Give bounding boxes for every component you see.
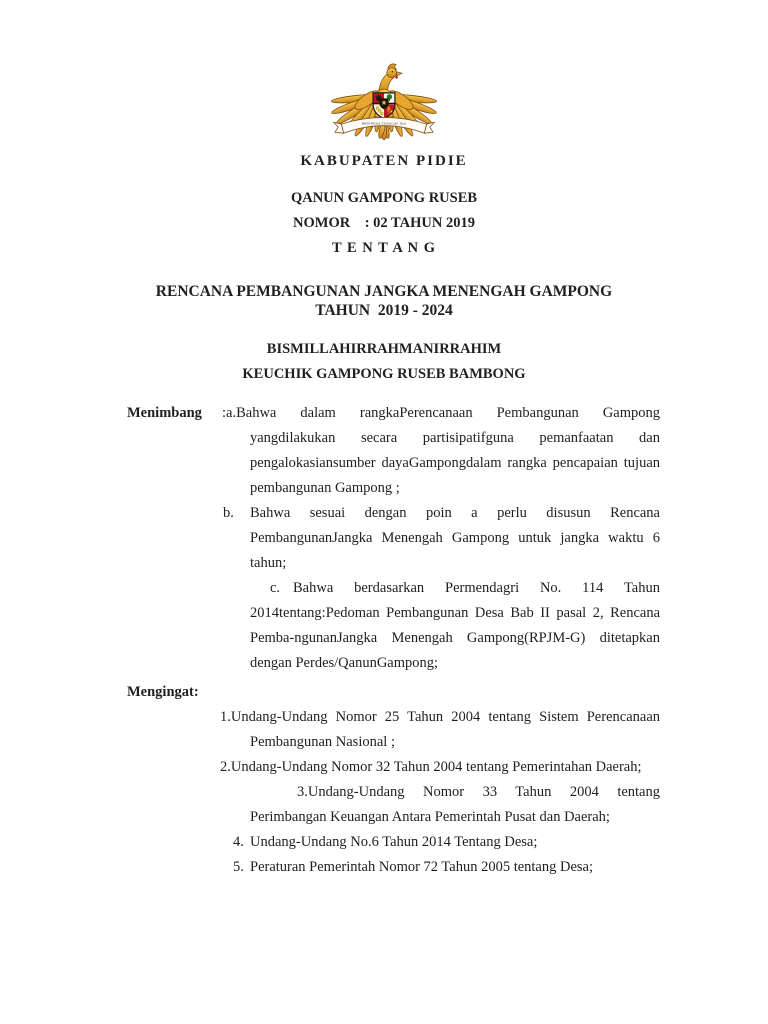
menimbang-item-b [223,501,660,576]
item-prefix: 1. [220,709,231,725]
mengingat-item-4 [233,830,660,855]
doc-head [0,186,768,261]
item-text: Undang-Undang Nomor 33 Tahun 2004 tentang Perimbangan Keuangan Antara Pemerintah Pusat dan Daerah; [250,784,660,825]
item-text: Undang-Undang No.6 Tahun 2014 Tentang Desa; [250,834,538,850]
item-text: Bahwa berdasarkan Permendagri No. 114 Tahun 2014tentang:Pedoman Pembangunan Desa Bab II pasal 2, Rencana Pemba-ngunanJangka Menengah Gampong(RPJM-G) ditetapkan dengan Perdes/QanunGampong; [250,580,660,671]
mengingat-item-5 [233,855,660,880]
mengingat-item-3 [250,780,660,830]
item-text: Undang-Undang Nomor 25 Tahun 2004 tentang Sistem Perencanaan Pembangunan Nasional ; [230,709,660,750]
item-text: Undang-Undang Nomor 32 Tahun 2004 tentang Pemerintahan Daerah; [230,759,642,775]
subject-title [0,282,768,320]
item-prefix: c. [270,580,281,596]
menimbang-label: Menimbang [127,405,202,421]
item-prefix: 2. [220,759,231,775]
document-body [127,401,660,880]
subject-line-1: RENCANA PEMBANGUNAN JANGKA MENENGAH GAMPONG [155,283,613,300]
mengingat-label: Mengingat: [127,684,199,700]
invocation-block [0,337,768,387]
menimbang-item-a [222,401,660,501]
item-text: Peraturan Pemerintah Nomor 72 Tahun 2005 tentang Desa; [250,859,594,875]
subject-line-2: TAHUN 2019 - 2024 [315,302,453,319]
menimbang-item-c [250,576,660,676]
item-prefix: 3. [297,784,308,800]
item-text: Bahwa dalam rangkaPerencanaan Pembangunan Gampong yangdilakukan secara partisipatifguna pemanfaatan dan pengalokasiansumber dayaGampongdalam rangka pencapaian tujuan pembangunan Gampong ; [236,405,660,496]
bismillah-line: BISMILLAHIRRAHMANIRRAHIM [266,341,502,357]
menimbang-section [127,401,660,676]
mengingat-item-2 [220,755,660,780]
item-prefix: 5. [233,859,244,875]
item-text: Bahwa sesuai dengan poin a perlu disusun Rencana PembangunanJangka Menengah Gampong untuk jangka waktu 6 tahun; [250,505,660,571]
mengingat-list [127,705,660,880]
tentang-label: T E N T A N G [331,240,437,256]
mengingat-item-1 [220,705,660,755]
doc-type-title: QANUN GAMPONG RUSEB [290,190,478,206]
emblem [324,42,444,146]
item-prefix: 4. [233,834,244,850]
item-prefix: b. [223,505,234,521]
garuda-pancasila-icon [324,42,444,146]
item-prefix: :a. [222,405,237,421]
doc-number-line: NOMOR : 02 TAHUN 2019 [293,215,475,231]
issuer-line: KEUCHIK GAMPONG RUSEB BAMBONG [242,366,526,382]
region-title: KABUPATEN PIDIE [300,153,468,169]
emblem-scroll-text: BHINNEKA TUNGGAL IKA [361,121,407,126]
